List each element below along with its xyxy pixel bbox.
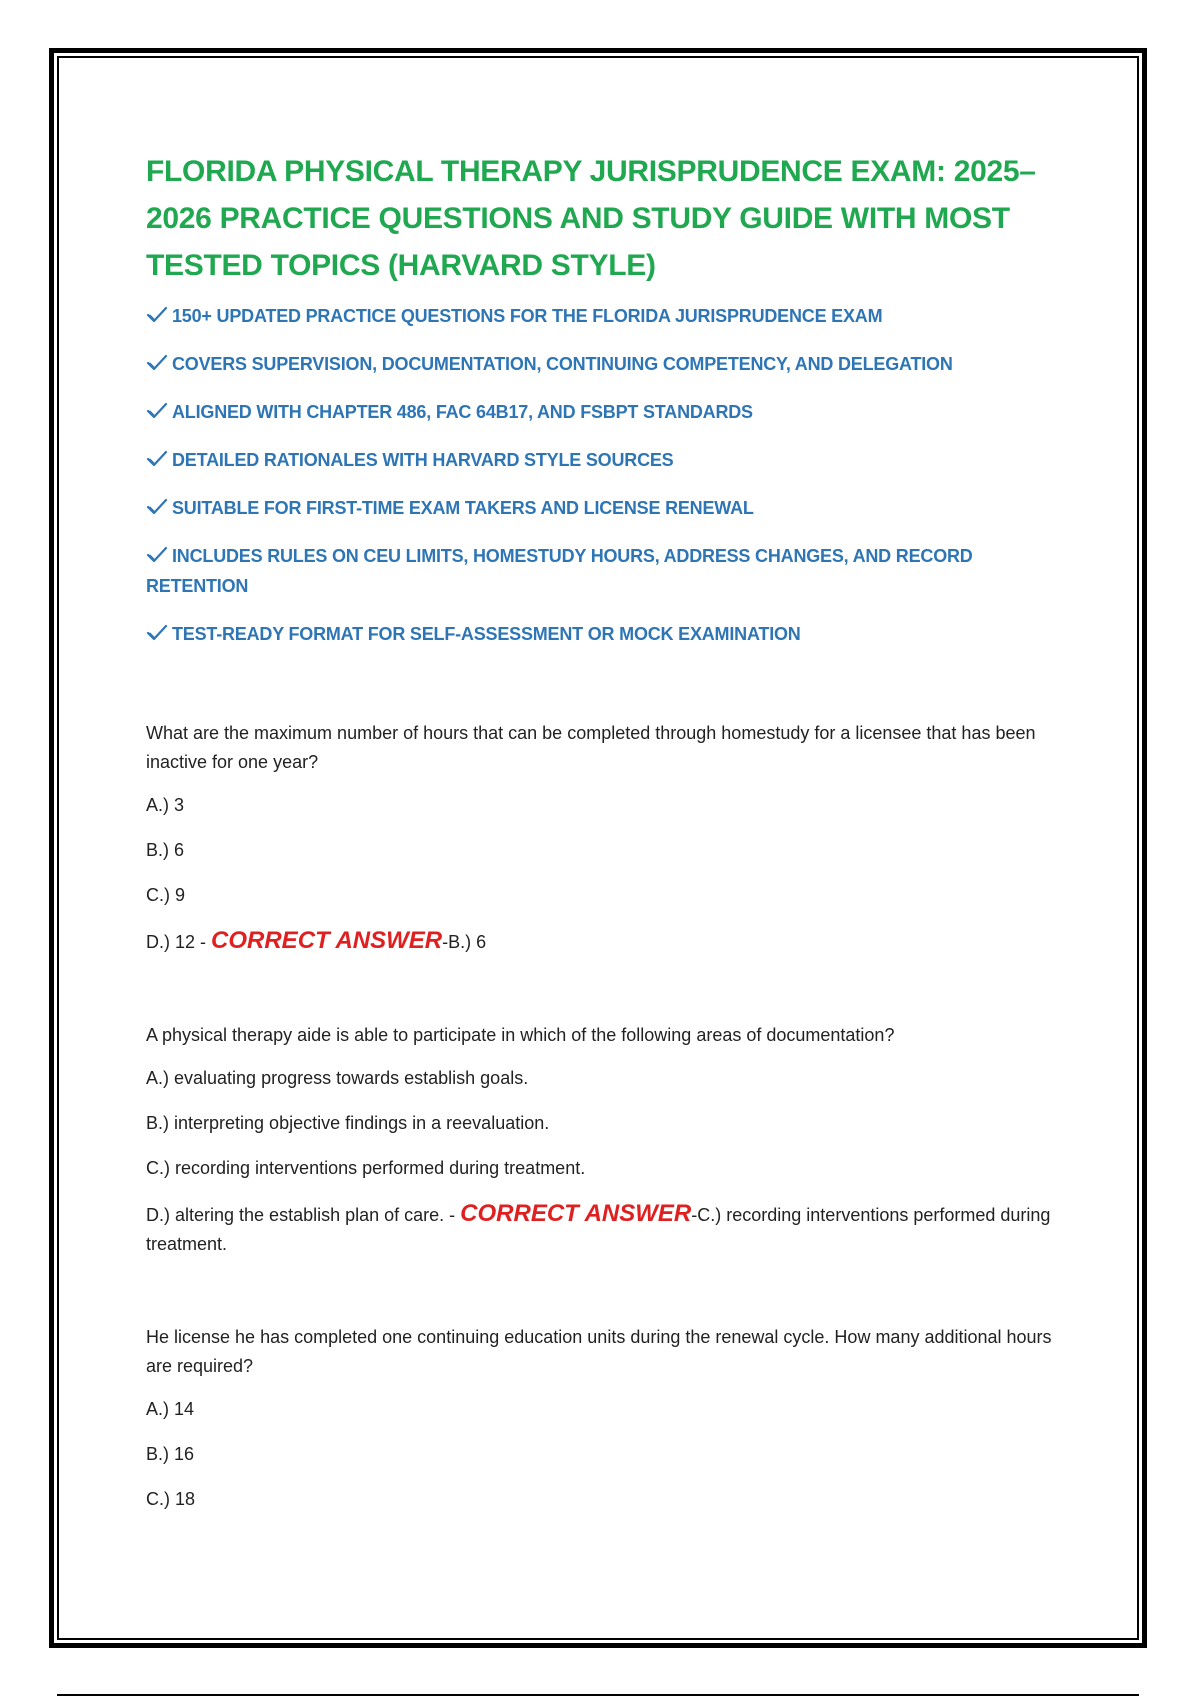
answer-text: -B.) 6 (442, 932, 487, 952)
feature-item (146, 445, 1066, 475)
feature-item (146, 397, 1066, 427)
option-b: B.) 6 (146, 840, 185, 860)
correct-answer-label: CORRECT ANSWER (211, 927, 443, 954)
check-icon (146, 498, 168, 516)
feature-item (146, 349, 1066, 379)
question-text: What are the maximum number of hours that can be completed through homestudy for a licensee that has been inactive for one year? (146, 723, 1036, 772)
feature-text: 150+ UPDATED PRACTICE QUESTIONS FOR THE FLORIDA JURISPRUDENCE EXAM (172, 306, 883, 326)
document-title: FLORIDA PHYSICAL THERAPY JURISPRUDENCE EXAM: 2025–2026 PRACTICE QUESTIONS AND STUDY GUIDE WITH MOST TESTED TOPICS (HARVARD STYLE) (146, 155, 1036, 282)
document-content (146, 148, 1066, 1530)
option-a: A.) evaluating progress towards establish goals. (146, 1068, 529, 1088)
check-icon (146, 450, 168, 468)
question-3 (146, 1323, 1066, 1514)
feature-item (146, 619, 1066, 649)
feature-item (146, 541, 1066, 601)
option-c: C.) 9 (146, 885, 186, 905)
option-b: B.) 16 (146, 1444, 195, 1464)
option-d: D.) 12 - (146, 932, 212, 952)
correct-answer-label: CORRECT ANSWER (460, 1200, 692, 1227)
option-d-with-answer (146, 926, 1066, 957)
feature-text: COVERS SUPERVISION, DOCUMENTATION, CONTINUING COMPETENCY, AND DELEGATION (172, 354, 953, 374)
check-icon (146, 546, 168, 564)
answer-text: -C.) recording interventions performed during treatment. (146, 1205, 1051, 1254)
question-2 (146, 1021, 1066, 1259)
feature-item (146, 493, 1066, 523)
option-c: C.) recording interventions performed during treatment. (146, 1158, 586, 1178)
check-icon (146, 354, 168, 372)
check-icon (146, 402, 168, 420)
option-a: A.) 3 (146, 795, 185, 815)
question-text: A physical therapy aide is able to participate in which of the following areas of documentation? (146, 1025, 895, 1045)
option-c: C.) 18 (146, 1489, 196, 1509)
option-d: D.) altering the establish plan of care. - (146, 1205, 461, 1225)
option-d-with-answer (146, 1199, 1066, 1259)
question-1 (146, 719, 1066, 957)
feature-text: ALIGNED WITH CHAPTER 486, FAC 64B17, AND FSBPT STANDARDS (172, 402, 753, 422)
feature-text: INCLUDES RULES ON CEU LIMITS, HOMESTUDY HOURS, ADDRESS CHANGES, AND RECORD RETENTION (146, 546, 973, 596)
option-a: A.) 14 (146, 1399, 195, 1419)
feature-list (146, 301, 1066, 649)
check-icon (146, 306, 168, 324)
question-text: He license he has completed one continuing education units during the renewal cycle. How many additional hours are required? (146, 1327, 1052, 1376)
feature-item (146, 301, 1066, 331)
feature-text: TEST-READY FORMAT FOR SELF-ASSESSMENT OR MOCK EXAMINATION (172, 624, 801, 644)
check-icon (146, 624, 168, 642)
option-b: B.) interpreting objective findings in a reevaluation. (146, 1113, 550, 1133)
feature-text: DETAILED RATIONALES WITH HARVARD STYLE SOURCES (172, 450, 674, 470)
feature-text: SUITABLE FOR FIRST-TIME EXAM TAKERS AND LICENSE RENEWAL (172, 498, 754, 518)
bottom-rule (57, 1694, 1139, 1696)
